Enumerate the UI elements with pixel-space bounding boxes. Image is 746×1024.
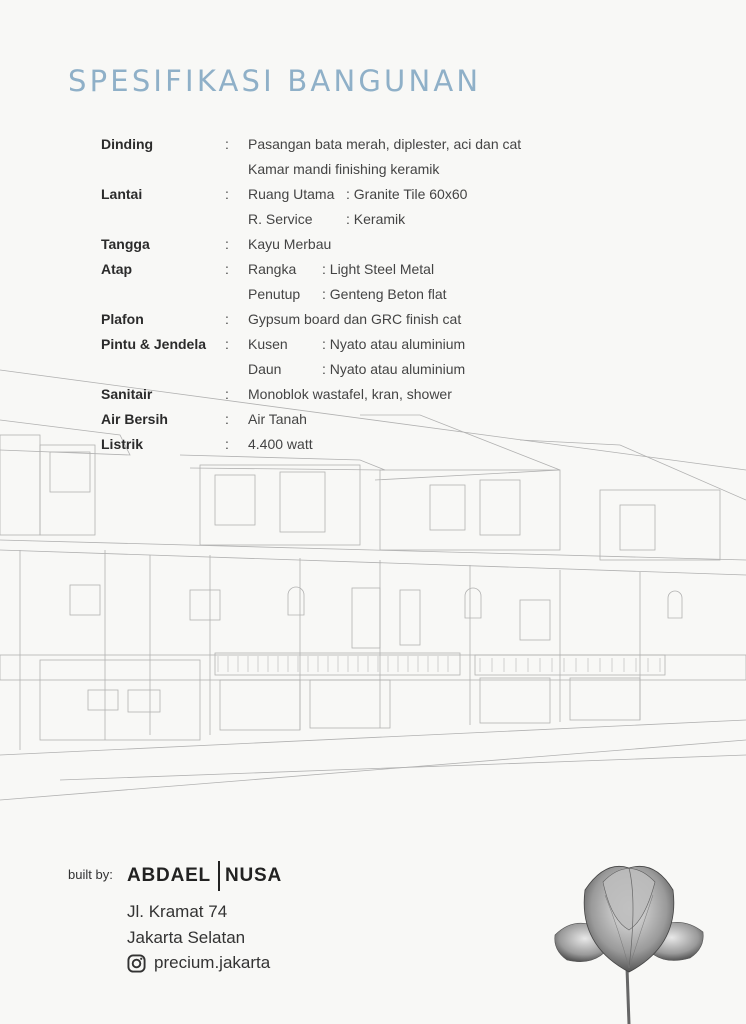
brand-divider — [218, 861, 220, 891]
spec-value: Gypsum board dan GRC finish cat — [248, 310, 462, 327]
spec-row — [101, 406, 561, 431]
spec-value — [248, 211, 405, 227]
spec-row — [101, 131, 561, 156]
spec-row — [101, 281, 561, 306]
spec-row — [101, 231, 561, 256]
spec-label: Lantai — [101, 185, 143, 202]
spec-row — [101, 306, 561, 331]
spec-label: Listrik — [101, 435, 144, 452]
spec-sub-value: : Nyato atau aluminium — [322, 360, 466, 377]
spec-sub-key: Rangka — [248, 260, 297, 277]
spec-sub-key: Daun — [248, 360, 282, 377]
spec-sub-key: Ruang Utama — [248, 185, 335, 202]
brand-name-right: NUSA — [224, 865, 283, 886]
spec-sub-value: : Light Steel Metal — [322, 260, 435, 277]
brand-logo — [127, 861, 282, 891]
spec-row — [101, 181, 561, 206]
instagram-handle-text: precium.jakarta — [154, 953, 271, 972]
spec-label: Sanitair — [101, 385, 153, 402]
spec-value: 4.400 watt — [248, 435, 313, 452]
spec-row — [101, 206, 561, 231]
spec-colon: : — [225, 185, 229, 202]
spec-colon: : — [225, 335, 229, 352]
spec-row — [101, 156, 561, 181]
spec-row — [101, 381, 561, 406]
spec-sub-value: : Keramik — [346, 210, 406, 227]
spec-colon: : — [225, 235, 229, 252]
specification-list — [101, 131, 561, 456]
spec-row — [101, 431, 561, 456]
instagram-handle[interactable] — [127, 953, 270, 973]
spec-row — [101, 331, 561, 356]
spec-value: Monoblok wastafel, kran, shower — [248, 385, 452, 402]
spec-row — [101, 256, 561, 281]
spec-label: Dinding — [101, 135, 154, 152]
spec-sub-value: : Nyato atau aluminium — [322, 335, 466, 352]
address-line-1: Jl. Kramat 74 — [127, 902, 228, 921]
spec-value — [248, 261, 434, 277]
spec-label: Pintu & Jendela — [101, 335, 207, 352]
spec-value — [248, 186, 467, 202]
spec-colon: : — [225, 135, 229, 152]
spec-label: Atap — [101, 260, 133, 277]
built-by-label: built by: — [68, 867, 113, 882]
spec-colon: : — [225, 385, 229, 402]
lotus-flower-illustration — [545, 850, 715, 1024]
page-title: SPESIFIKASI BANGUNAN — [68, 64, 482, 98]
spec-value — [248, 286, 447, 302]
spec-sub-key: Kusen — [248, 335, 288, 352]
spec-sub-key: R. Service — [248, 210, 313, 227]
spec-sub-value: : Granite Tile 60x60 — [346, 185, 468, 202]
spec-label: Tangga — [101, 235, 150, 252]
spec-value — [248, 361, 465, 377]
brand-name-left: ABDAEL — [127, 865, 211, 886]
spec-label: Plafon — [101, 310, 144, 327]
spec-label: Air Bersih — [101, 410, 168, 427]
address-line-2: Jakarta Selatan — [127, 928, 246, 947]
spec-colon: : — [225, 410, 229, 427]
instagram-icon — [127, 954, 146, 973]
spec-value: Kamar mandi finishing keramik — [248, 160, 440, 177]
spec-sub-key: Penutup — [248, 285, 301, 302]
spec-colon: : — [225, 260, 229, 277]
spec-value: Air Tanah — [248, 410, 307, 427]
spec-value: Kayu Merbau — [248, 235, 332, 252]
spec-sub-value: : Genteng Beton flat — [322, 285, 447, 302]
spec-value — [248, 336, 465, 352]
spec-colon: : — [225, 435, 229, 452]
spec-colon: : — [225, 310, 229, 327]
spec-row — [101, 356, 561, 381]
spec-value: Pasangan bata merah, diplester, aci dan cat — [248, 135, 522, 152]
